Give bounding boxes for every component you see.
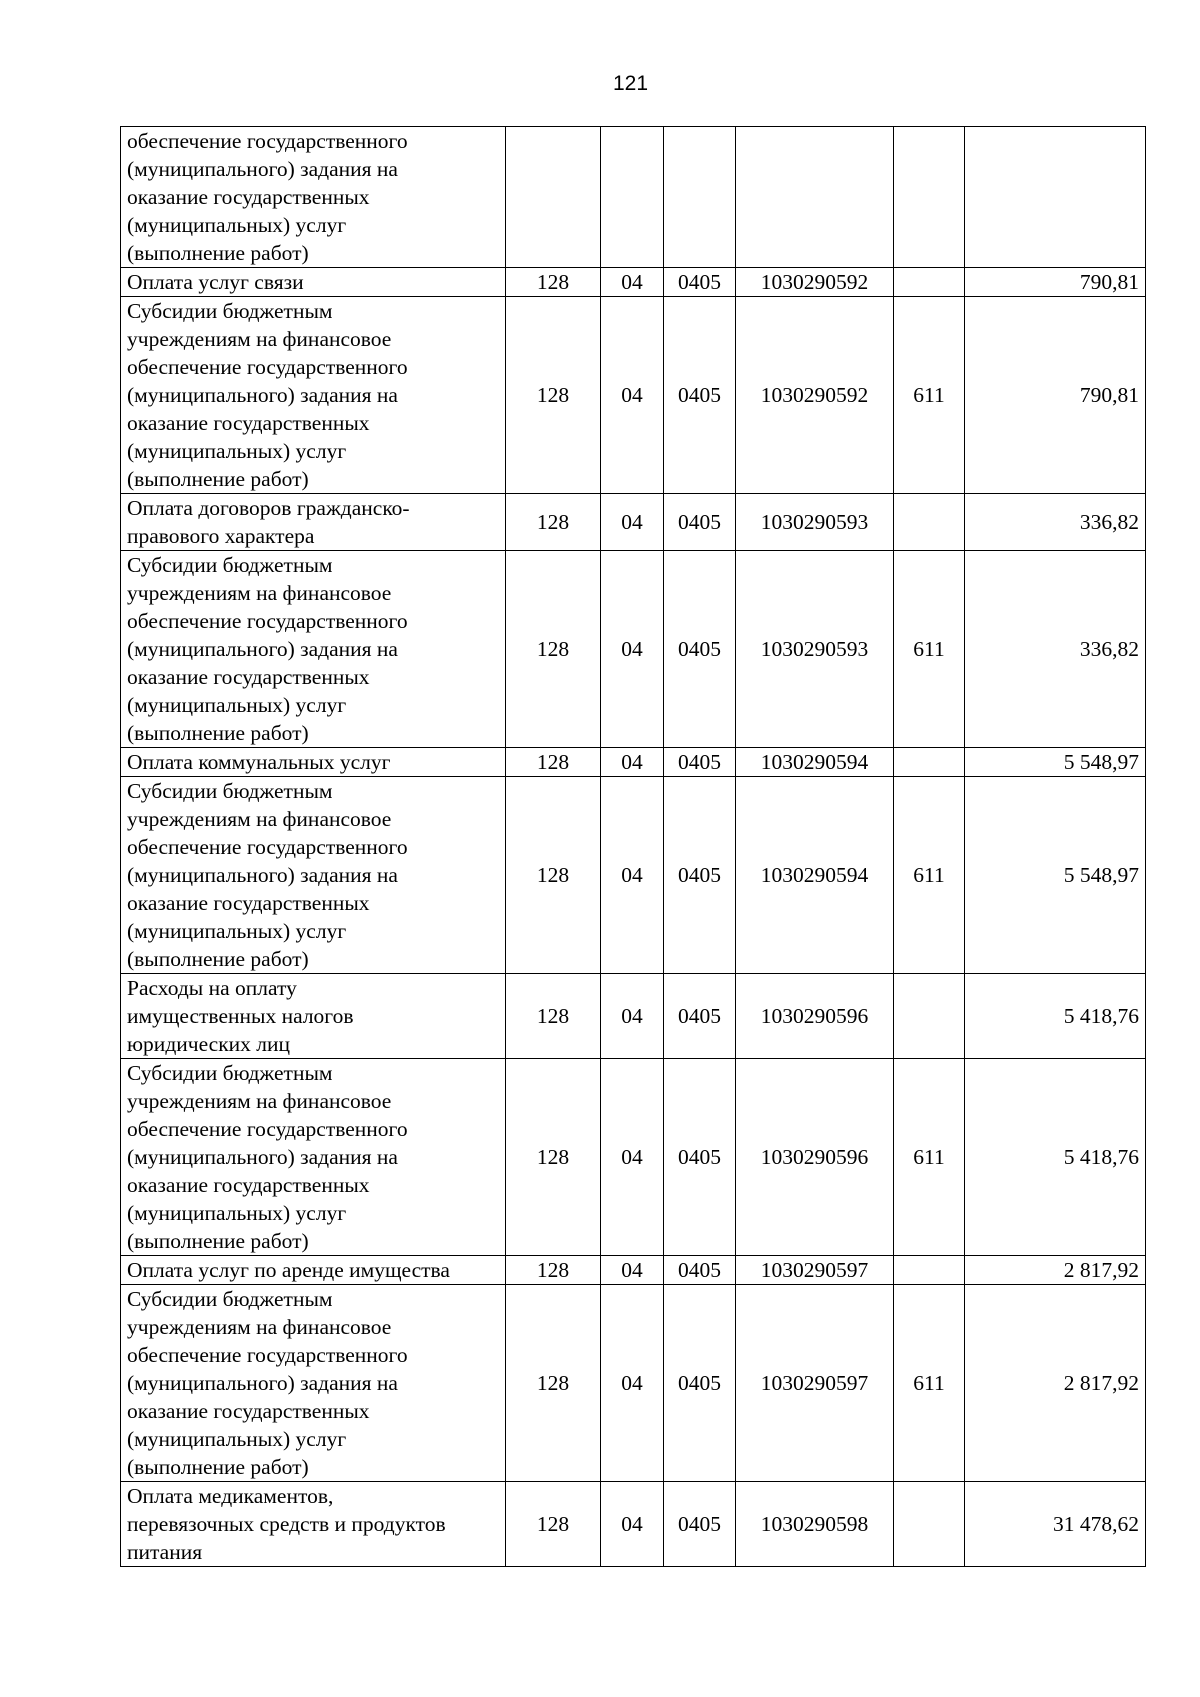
cell-expense-name: Субсидии бюджетным учреждениям на финансовое обеспечение государственного (муниципального) задания на оказание государственных (муниципальных) услуг (выполнение работ) xyxy=(121,1059,506,1256)
cell-subsection-code xyxy=(664,127,736,268)
cell-amount: 336,82 xyxy=(965,551,1146,748)
cell-expense-type-code xyxy=(894,127,965,268)
cell-amount: 31 478,62 xyxy=(965,1482,1146,1567)
cell-section-code: 04 xyxy=(601,268,664,297)
cell-amount: 2 817,92 xyxy=(965,1285,1146,1482)
budget-table-body xyxy=(121,127,1146,1567)
cell-grbs-code: 128 xyxy=(506,297,601,494)
page-number: 121 xyxy=(612,72,649,95)
cell-amount: 5 548,97 xyxy=(965,748,1146,777)
cell-target-article-code: 1030290596 xyxy=(736,974,894,1059)
cell-grbs-code: 128 xyxy=(506,551,601,748)
cell-grbs-code: 128 xyxy=(506,1285,601,1482)
cell-expense-type-code xyxy=(894,1482,965,1567)
cell-expense-name: Субсидии бюджетным учреждениям на финансовое обеспечение государственного (муниципального) задания на оказание государственных (муниципальных) услуг (выполнение работ) xyxy=(121,1285,506,1482)
cell-section-code: 04 xyxy=(601,1482,664,1567)
cell-subsection-code: 0405 xyxy=(664,1482,736,1567)
cell-amount: 5 418,76 xyxy=(965,1059,1146,1256)
cell-expense-type-code: 611 xyxy=(894,777,965,974)
table-row xyxy=(121,777,1146,974)
cell-expense-name: обеспечение государственного (муниципального) задания на оказание государственных (муниципальных) услуг (выполнение работ) xyxy=(121,127,506,268)
cell-subsection-code: 0405 xyxy=(664,1285,736,1482)
cell-amount: 790,81 xyxy=(965,268,1146,297)
cell-expense-name: Расходы на оплату имущественных налогов юридических лиц xyxy=(121,974,506,1059)
cell-amount: 2 817,92 xyxy=(965,1256,1146,1285)
table-row xyxy=(121,748,1146,777)
cell-amount: 790,81 xyxy=(965,297,1146,494)
cell-grbs-code: 128 xyxy=(506,1256,601,1285)
cell-target-article-code: 1030290594 xyxy=(736,777,894,974)
cell-target-article-code: 1030290592 xyxy=(736,297,894,494)
cell-target-article-code: 1030290598 xyxy=(736,1482,894,1567)
cell-expense-type-code xyxy=(894,268,965,297)
table-row xyxy=(121,268,1146,297)
cell-amount: 336,82 xyxy=(965,494,1146,551)
cell-expense-name: Оплата договоров гражданско- правового характера xyxy=(121,494,506,551)
table-row xyxy=(121,1059,1146,1256)
cell-target-article-code: 1030290592 xyxy=(736,268,894,297)
table-row xyxy=(121,297,1146,494)
cell-expense-type-code xyxy=(894,1256,965,1285)
cell-grbs-code: 128 xyxy=(506,974,601,1059)
cell-target-article-code: 1030290593 xyxy=(736,551,894,748)
cell-section-code: 04 xyxy=(601,777,664,974)
cell-subsection-code: 0405 xyxy=(664,494,736,551)
cell-subsection-code: 0405 xyxy=(664,1059,736,1256)
cell-grbs-code: 128 xyxy=(506,1482,601,1567)
cell-expense-type-code: 611 xyxy=(894,1285,965,1482)
cell-subsection-code: 0405 xyxy=(664,268,736,297)
cell-expense-type-code: 611 xyxy=(894,297,965,494)
cell-grbs-code: 128 xyxy=(506,748,601,777)
cell-section-code xyxy=(601,127,664,268)
cell-section-code: 04 xyxy=(601,1256,664,1285)
cell-subsection-code: 0405 xyxy=(664,551,736,748)
cell-amount: 5 548,97 xyxy=(965,777,1146,974)
cell-section-code: 04 xyxy=(601,551,664,748)
cell-expense-name: Оплата коммунальных услуг xyxy=(121,748,506,777)
cell-subsection-code: 0405 xyxy=(664,974,736,1059)
table-row xyxy=(121,494,1146,551)
cell-expense-type-code xyxy=(894,748,965,777)
cell-grbs-code xyxy=(506,127,601,268)
table-row xyxy=(121,1285,1146,1482)
cell-section-code: 04 xyxy=(601,974,664,1059)
cell-target-article-code: 1030290596 xyxy=(736,1059,894,1256)
cell-amount: 5 418,76 xyxy=(965,974,1146,1059)
cell-expense-name: Субсидии бюджетным учреждениям на финансовое обеспечение государственного (муниципального) задания на оказание государственных (муниципальных) услуг (выполнение работ) xyxy=(121,551,506,748)
cell-expense-type-code xyxy=(894,494,965,551)
cell-section-code: 04 xyxy=(601,1059,664,1256)
cell-target-article-code: 1030290594 xyxy=(736,748,894,777)
cell-target-article-code: 1030290593 xyxy=(736,494,894,551)
cell-amount xyxy=(965,127,1146,268)
cell-target-article-code: 1030290597 xyxy=(736,1256,894,1285)
cell-grbs-code: 128 xyxy=(506,494,601,551)
cell-grbs-code: 128 xyxy=(506,1059,601,1256)
cell-expense-name: Оплата услуг по аренде имущества xyxy=(121,1256,506,1285)
table-row xyxy=(121,1482,1146,1567)
cell-target-article-code xyxy=(736,127,894,268)
cell-section-code: 04 xyxy=(601,494,664,551)
budget-table xyxy=(120,126,1146,1567)
cell-subsection-code: 0405 xyxy=(664,748,736,777)
table-row xyxy=(121,127,1146,268)
table-row xyxy=(121,1256,1146,1285)
cell-expense-name: Субсидии бюджетным учреждениям на финансовое обеспечение государственного (муниципального) задания на оказание государственных (муниципальных) услуг (выполнение работ) xyxy=(121,777,506,974)
cell-grbs-code: 128 xyxy=(506,777,601,974)
cell-section-code: 04 xyxy=(601,297,664,494)
cell-target-article-code: 1030290597 xyxy=(736,1285,894,1482)
cell-grbs-code: 128 xyxy=(506,268,601,297)
cell-expense-name: Оплата услуг связи xyxy=(121,268,506,297)
cell-subsection-code: 0405 xyxy=(664,777,736,974)
cell-expense-name: Субсидии бюджетным учреждениям на финансовое обеспечение государственного (муниципального) задания на оказание государственных (муниципальных) услуг (выполнение работ) xyxy=(121,297,506,494)
cell-subsection-code: 0405 xyxy=(664,1256,736,1285)
cell-subsection-code: 0405 xyxy=(664,297,736,494)
table-row xyxy=(121,551,1146,748)
cell-expense-type-code: 611 xyxy=(894,1059,965,1256)
table-row xyxy=(121,974,1146,1059)
cell-section-code: 04 xyxy=(601,1285,664,1482)
cell-expense-type-code: 611 xyxy=(894,551,965,748)
cell-expense-type-code xyxy=(894,974,965,1059)
cell-section-code: 04 xyxy=(601,748,664,777)
cell-expense-name: Оплата медикаментов, перевязочных средств и продуктов питания xyxy=(121,1482,506,1567)
